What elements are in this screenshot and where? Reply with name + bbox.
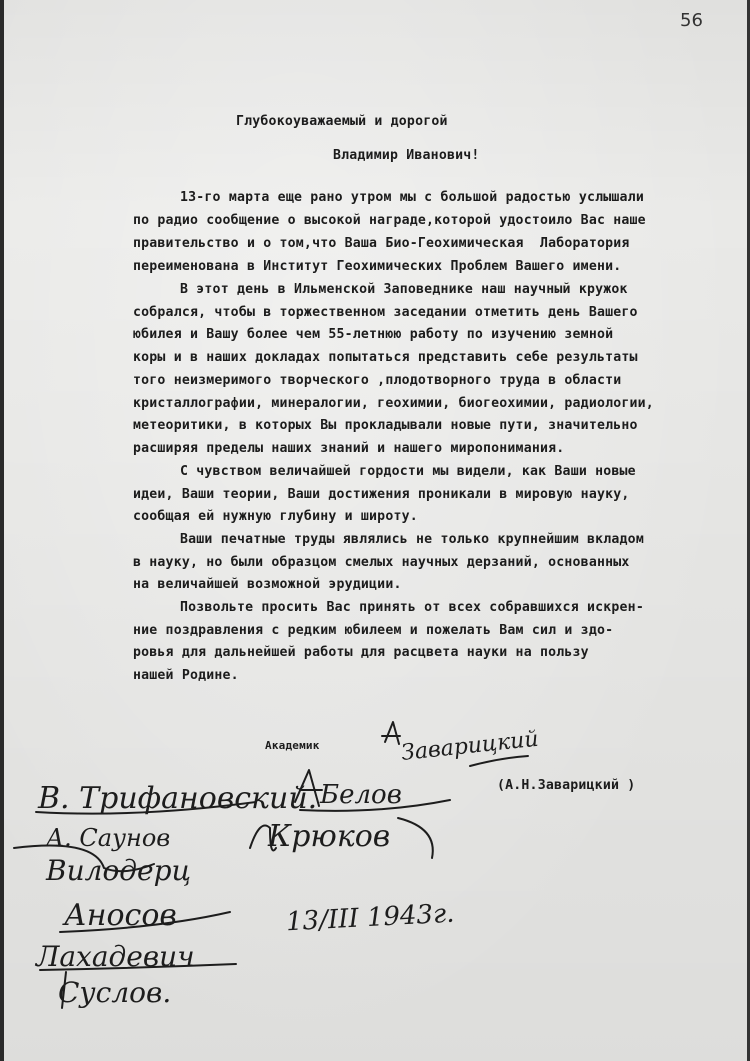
body-line: идеи, Ваши теории, Ваши достижения проникали в мировую науку, [133,487,630,502]
signature-zavaritsky [382,722,540,766]
body-line: переименована в Институт Геохимических Проблем Вашего имени. [133,259,622,274]
svg-text:Заварицкий: Заварицкий [400,726,540,766]
svg-text:Аносов: Аносов [64,898,177,933]
body-line: собрался, чтобы в торжественном заседании отметить день Вашего [133,305,638,320]
academician-label: Академик [265,739,320,752]
body-line: правительство и о том,что Ваша Био-Геохимическая Лаборатория [133,236,630,251]
signature-anosov [60,898,230,933]
signature-trifanovsky [36,781,317,816]
page-number: 56 [680,10,703,31]
signature-lakhadevich [34,940,236,973]
body-line: того неизмеримого творческого ,плодотворного труда в области [133,373,622,388]
body-line: коры и в наших докладах попытаться представить себе результаты [133,350,638,365]
academician-name: (А.Н.Заварицкий ) [497,778,636,793]
svg-text:Крюков: Крюков [268,819,391,854]
svg-text:Белов: Белов [320,780,402,810]
body-line: на величайшей возможной эрудиции. [133,577,402,592]
body-line: нашей Родине. [133,668,239,683]
date-handwritten: 13/III 1943г. [285,898,456,938]
body-line: юбилея и Вашу более чем 55-летнюю работу по изучению земной [133,327,614,342]
svg-text:Вилодерц: Вилодерц [46,854,192,887]
body-line: по радио сообщение о высокой награде,которой удостоило Вас наше [133,213,646,228]
body-line: в науку, но были образцом смелых научных дерзаний, основанных [133,555,630,570]
svg-text:Суслов.: Суслов. [58,976,172,1009]
signature-suslov [58,972,171,1009]
body-line: расширяя пределы наших знаний и нашего миропонимания. [133,441,565,456]
salutation-line-2: Владимир Иванович! [333,148,480,163]
signature-krjukov [250,818,433,858]
body-line: Ваши печатные труды являлись не только крупнейшим вкладом [180,532,644,547]
body-line: кристаллографии, минералогии, геохимии, биогеохимии, радиологии, [133,396,654,411]
body-line: 13-го марта еще рано утром мы с большой радостью услышали [180,190,644,205]
salutation-line-1: Глубокоуважаемый и дорогой [236,114,448,129]
body-line: сообщая ей нужную глубину и широту. [133,509,418,524]
svg-text:Лахадевич: Лахадевич [36,940,195,973]
body-line: метеоритики, в которых Вы прокладывали новые пути, значительно [133,418,638,433]
body-line: ровья для дальнейшей работы для расцвета науки на пользу [133,645,589,660]
svg-text:В. Трифановский.: В. Трифановский. [38,781,318,816]
body-line: Позвольте просить Вас принять от всех собравшихся искрен- [180,600,644,615]
body-line: В этот день в Ильменской Заповеднике наш научный кружок [180,282,628,297]
body-line: ние поздравления с редким юбилеем и пожелать Вам сил и здо- [133,623,614,638]
body-line: С чувством величайшей гордости мы видели, как Ваши новые [180,464,636,479]
signature-saunov [44,824,170,852]
svg-text:А. Саунов: А. Саунов [46,824,171,852]
signature-belov [295,770,450,811]
